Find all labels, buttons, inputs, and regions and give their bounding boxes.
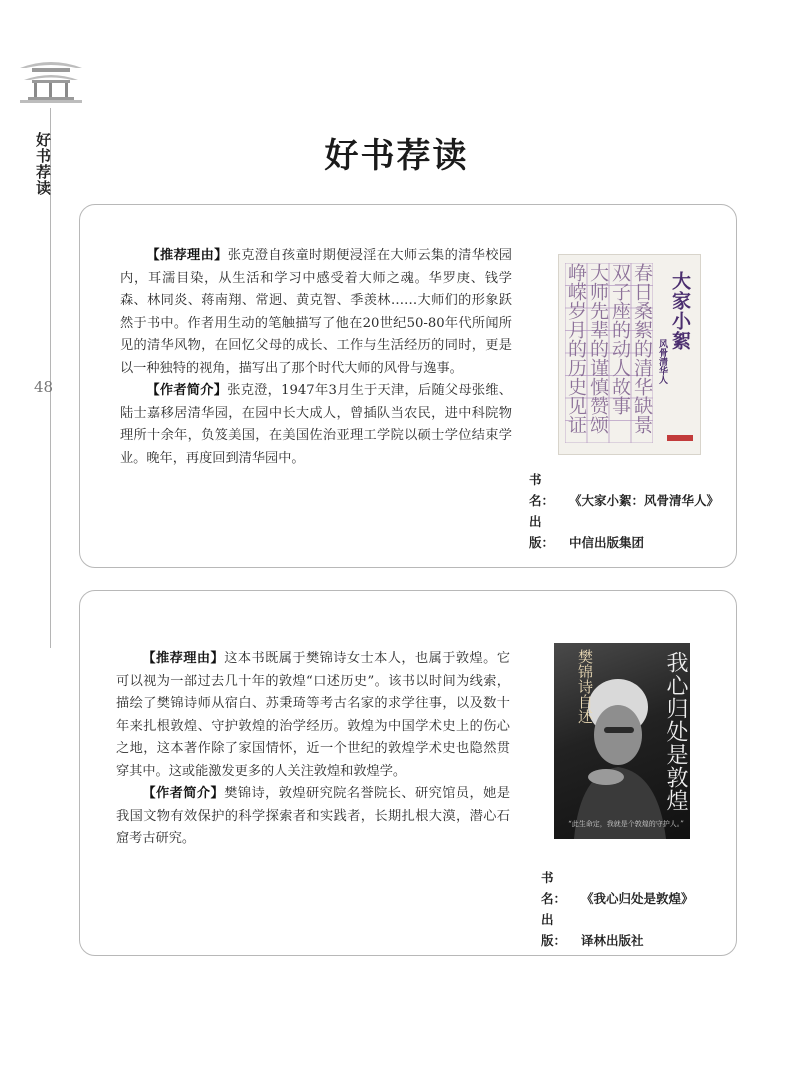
pavilion-icon [18, 54, 84, 104]
recommend-reason [116, 648, 510, 783]
author-intro [116, 783, 510, 851]
publisher-key: 出 版： [541, 912, 567, 948]
book-card-2 [79, 590, 737, 956]
book-card-1 [79, 204, 737, 568]
cover-calligraphy: 双子座的动人故事 [609, 263, 631, 415]
book-cover-2 [554, 643, 690, 839]
cover-calligraphy: 峥嵘岁月的历史见证 [565, 263, 587, 434]
cover-calligraphy: 大师先辈的谨慎赞颂 [587, 263, 609, 434]
book-title: 《我心归处是敦煌》 [581, 891, 694, 906]
book-title-line [529, 469, 719, 511]
cover-title: 我心归处是敦煌 [663, 651, 688, 812]
publisher-key: 出 版： [529, 514, 555, 550]
book-description [120, 245, 512, 470]
side-section-label: 好书荐读 [34, 132, 52, 196]
recommend-reason [120, 245, 512, 380]
author-label: 【作者简介】 [142, 786, 225, 801]
publisher-line [529, 511, 719, 553]
book-description [116, 648, 510, 851]
cover-title: 大家小絮 [669, 271, 691, 351]
book-title: 《大家小絮：风骨清华人》 [569, 493, 720, 508]
publisher: 中信出版集团 [569, 535, 645, 550]
publisher-logo [667, 435, 693, 441]
reason-text: 张克澄自孩童时期便浸淫在大师云集的清华校园内，耳濡目染，从生活和学习中感受着大师之魂。华罗庚、钱学森、林同炎、蒋南翔、常迥、黄克智、季羡林……大师们的形象跃然于书中。作者用生动的笔触描写了他在20世纪50-80年代所闻所见的清华风物，在回忆父母的成长、工作与生活经历的同时，更是以一种独特的视角，描写出了那个时代大师的风骨与逸事。 [120, 248, 512, 376]
cover-quote: “此生命定，我就是个敦煌的守护人。” [568, 820, 684, 828]
author-label: 【作者简介】 [146, 383, 228, 398]
book-info [529, 469, 719, 553]
reason-label: 【推荐理由】 [146, 248, 228, 263]
book-title-key: 书 名： [529, 472, 555, 508]
author-text: 樊锦诗，敦煌研究院名誉院长、研究馆员，她是我国文物有效保护的科学探索者和实践者，长期扎根大漠，潜心石窟考古研究。 [116, 786, 511, 846]
cover-calligraphy: 春日桑絮的清华缺景 [631, 263, 653, 434]
publisher-line [541, 909, 694, 951]
author-text: 张克澄，1947年3月生于天津，后随父母张维、陆士嘉移居清华园，在园中长大成人，曾插队当农民，进中科院物理所十余年，负笈美国，在美国佐治亚理工学院以硕士学位结束学业。晚年，再度回到清华园中。 [120, 383, 512, 466]
reason-label: 【推荐理由】 [142, 651, 225, 666]
book-title-key: 书 名： [541, 870, 567, 906]
cover-subtitle: 风骨清华人 [657, 339, 667, 384]
page-title: 好书荐读 [324, 136, 469, 176]
book-cover-1 [558, 254, 701, 455]
reason-text: 这本书既属于樊锦诗女士本人，也属于敦煌。它可以视为一部过去几十年的敦煌“口述历史”。该书以时间为线索，描绘了樊锦诗师从宿白、苏秉琦等考古名家的求学往事，以及数十年来扎根敦煌、守护敦煌的治学经历。敦煌为中国学术史上的伤心之地，这本著作除了家国情怀，近一个世纪的敦煌学术史也隐然贯穿其中。这或能激发更多的人关注敦煌和敦煌学。 [116, 651, 511, 779]
author-intro [120, 380, 512, 470]
publisher: 译林出版社 [581, 933, 644, 948]
page-number: 48 [34, 378, 54, 396]
cover-author: 樊锦诗自述 [576, 649, 594, 724]
book-info [541, 867, 694, 951]
book-title-line [541, 867, 694, 909]
